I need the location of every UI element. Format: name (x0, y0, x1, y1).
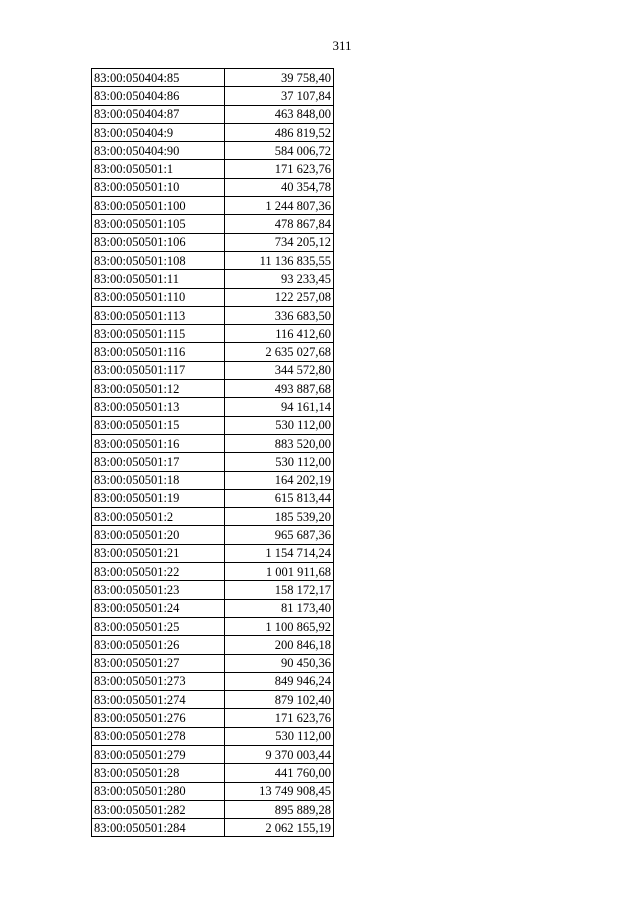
value-cell: 171 623,76 (225, 160, 334, 178)
value-cell: 11 136 835,55 (225, 251, 334, 269)
table-row (92, 343, 334, 361)
cadastral-number-cell: 83:00:050501:24 (92, 599, 225, 617)
cadastral-number-cell: 83:00:050501:17 (92, 453, 225, 471)
value-cell: 463 848,00 (225, 105, 334, 123)
table-row (92, 745, 334, 763)
value-cell: 849 946,24 (225, 672, 334, 690)
table-row (92, 782, 334, 800)
value-cell: 37 107,84 (225, 87, 334, 105)
table-row (92, 581, 334, 599)
table-row (92, 197, 334, 215)
value-cell: 1 001 911,68 (225, 563, 334, 581)
cadastral-number-cell: 83:00:050501:21 (92, 544, 225, 562)
table-row (92, 654, 334, 672)
cadastral-number-cell: 83:00:050501:18 (92, 471, 225, 489)
cadastral-number-cell: 83:00:050501:282 (92, 800, 225, 818)
cadastral-number-cell: 83:00:050501:25 (92, 617, 225, 635)
value-cell: 200 846,18 (225, 636, 334, 654)
value-cell: 734 205,12 (225, 233, 334, 251)
value-cell: 1 154 714,24 (225, 544, 334, 562)
value-cell: 615 813,44 (225, 489, 334, 507)
cadastral-number-cell: 83:00:050501:117 (92, 361, 225, 379)
table-row (92, 270, 334, 288)
value-cell: 2 635 027,68 (225, 343, 334, 361)
cadastral-number-cell: 83:00:050501:116 (92, 343, 225, 361)
cadastral-number-cell: 83:00:050501:10 (92, 178, 225, 196)
cadastral-number-cell: 83:00:050501:1 (92, 160, 225, 178)
table-row (92, 215, 334, 233)
cadastral-number-cell: 83:00:050501:106 (92, 233, 225, 251)
value-cell: 158 172,17 (225, 581, 334, 599)
cadastral-number-cell: 83:00:050501:274 (92, 691, 225, 709)
cadastral-number-cell: 83:00:050501:13 (92, 398, 225, 416)
cadastral-number-cell: 83:00:050501:278 (92, 727, 225, 745)
value-cell: 2 062 155,19 (225, 819, 334, 837)
value-cell: 13 749 908,45 (225, 782, 334, 800)
table-row (92, 178, 334, 196)
table-row (92, 526, 334, 544)
cadastral-number-cell: 83:00:050501:23 (92, 581, 225, 599)
table-row (92, 306, 334, 324)
table-row (92, 69, 334, 87)
table-row (92, 105, 334, 123)
table-row (92, 233, 334, 251)
cadastral-number-cell: 83:00:050501:284 (92, 819, 225, 837)
table-body (92, 69, 334, 837)
cadastral-number-cell: 83:00:050501:276 (92, 709, 225, 727)
value-cell: 344 572,80 (225, 361, 334, 379)
cadastral-number-cell: 83:00:050501:108 (92, 251, 225, 269)
value-cell: 185 539,20 (225, 508, 334, 526)
value-cell: 81 173,40 (225, 599, 334, 617)
table-row (92, 361, 334, 379)
value-cell: 1 100 865,92 (225, 617, 334, 635)
table-row (92, 398, 334, 416)
cadastral-number-cell: 83:00:050501:22 (92, 563, 225, 581)
value-cell: 116 412,60 (225, 325, 334, 343)
table-row (92, 123, 334, 141)
table-row (92, 672, 334, 690)
value-cell: 965 687,36 (225, 526, 334, 544)
table-row (92, 453, 334, 471)
value-cell: 9 370 003,44 (225, 745, 334, 763)
value-cell: 493 887,68 (225, 380, 334, 398)
value-cell: 530 112,00 (225, 416, 334, 434)
cadastral-number-cell: 83:00:050501:280 (92, 782, 225, 800)
cadastral-number-cell: 83:00:050501:20 (92, 526, 225, 544)
value-cell: 93 233,45 (225, 270, 334, 288)
value-cell: 584 006,72 (225, 142, 334, 160)
value-cell: 879 102,40 (225, 691, 334, 709)
value-cell: 441 760,00 (225, 764, 334, 782)
value-cell: 336 683,50 (225, 306, 334, 324)
value-cell: 39 758,40 (225, 69, 334, 87)
value-cell: 486 819,52 (225, 123, 334, 141)
value-cell: 478 867,84 (225, 215, 334, 233)
table-row (92, 727, 334, 745)
table-row (92, 160, 334, 178)
table-row (92, 764, 334, 782)
table-row (92, 617, 334, 635)
cadastral-number-cell: 83:00:050404:85 (92, 69, 225, 87)
table-row (92, 380, 334, 398)
cadastral-number-cell: 83:00:050501:113 (92, 306, 225, 324)
table-row (92, 691, 334, 709)
value-cell: 530 112,00 (225, 453, 334, 471)
cadastral-number-cell: 83:00:050501:19 (92, 489, 225, 507)
table-row (92, 636, 334, 654)
cadastral-number-cell: 83:00:050404:9 (92, 123, 225, 141)
cadastral-number-cell: 83:00:050501:105 (92, 215, 225, 233)
cadastral-number-cell: 83:00:050501:2 (92, 508, 225, 526)
cadastral-number-cell: 83:00:050404:90 (92, 142, 225, 160)
table-row (92, 599, 334, 617)
cadastral-number-cell: 83:00:050501:110 (92, 288, 225, 306)
table-row (92, 800, 334, 818)
cadastral-number-cell: 83:00:050501:100 (92, 197, 225, 215)
cadastral-number-cell: 83:00:050501:12 (92, 380, 225, 398)
table-row (92, 471, 334, 489)
table-row (92, 819, 334, 837)
table-row (92, 508, 334, 526)
page-number: 311 (332, 38, 352, 53)
cadastral-number-cell: 83:00:050404:87 (92, 105, 225, 123)
table-row (92, 288, 334, 306)
value-cell: 530 112,00 (225, 727, 334, 745)
cadastral-value-table (91, 68, 334, 837)
cadastral-number-cell: 83:00:050501:115 (92, 325, 225, 343)
table-row (92, 563, 334, 581)
table-row (92, 489, 334, 507)
table-row (92, 87, 334, 105)
table-row (92, 142, 334, 160)
table-row (92, 434, 334, 452)
cadastral-number-cell: 83:00:050501:27 (92, 654, 225, 672)
cadastral-number-cell: 83:00:050501:279 (92, 745, 225, 763)
value-cell: 94 161,14 (225, 398, 334, 416)
cadastral-number-cell: 83:00:050501:11 (92, 270, 225, 288)
value-cell: 164 202,19 (225, 471, 334, 489)
value-cell: 171 623,76 (225, 709, 334, 727)
cadastral-number-cell: 83:00:050501:16 (92, 434, 225, 452)
cadastral-number-cell: 83:00:050501:28 (92, 764, 225, 782)
value-cell: 122 257,08 (225, 288, 334, 306)
cadastral-number-cell: 83:00:050404:86 (92, 87, 225, 105)
table-row (92, 416, 334, 434)
value-cell: 1 244 807,36 (225, 197, 334, 215)
table-row (92, 544, 334, 562)
cadastral-number-cell: 83:00:050501:15 (92, 416, 225, 434)
value-cell: 895 889,28 (225, 800, 334, 818)
table-row (92, 709, 334, 727)
value-cell: 40 354,78 (225, 178, 334, 196)
cadastral-number-cell: 83:00:050501:26 (92, 636, 225, 654)
value-cell: 883 520,00 (225, 434, 334, 452)
table-row (92, 325, 334, 343)
cadastral-number-cell: 83:00:050501:273 (92, 672, 225, 690)
table-row (92, 251, 334, 269)
value-cell: 90 450,36 (225, 654, 334, 672)
